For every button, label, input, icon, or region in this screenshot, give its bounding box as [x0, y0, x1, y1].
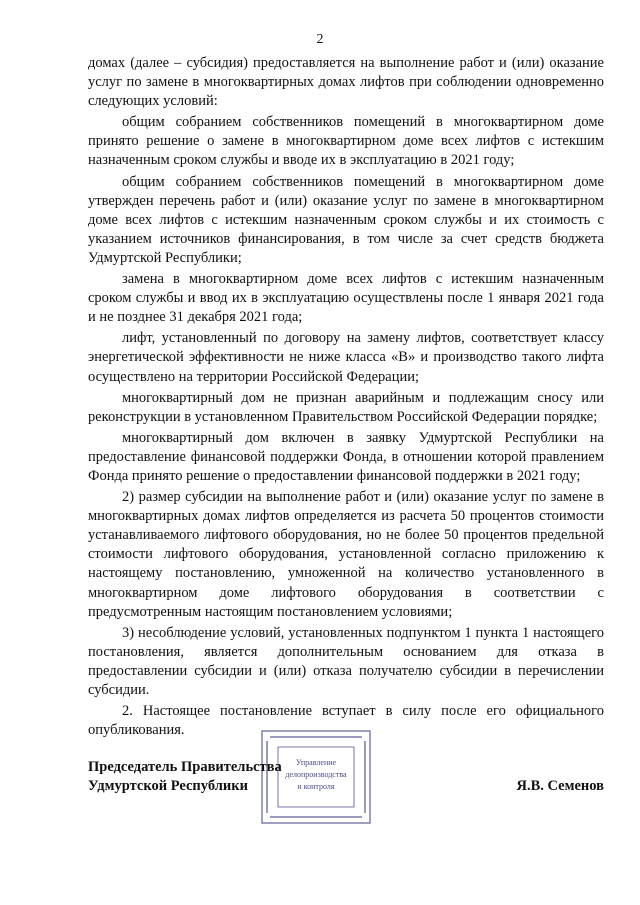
document-body	[88, 54, 604, 740]
paragraph: лифт, установленный по договору на замену лифтов, соответствует классу энергетической эффективности не ниже класса «В» и производство такого лифта осуществлено на территории Российской Федерации;	[88, 330, 604, 385]
paragraph: замена в многоквартирном доме всех лифтов с истекшим назначенным сроком службы и ввод их в эксплуатацию осуществлены после 1 января 2021 года и не позднее 31 декабря 2021 года;	[88, 271, 604, 326]
stamp-line-1: Управление	[295, 758, 337, 767]
paragraph: общим собранием собственников помещений в многоквартирном доме утвержден перечень работ и (или) оказание услуг по замене в многоквартирном доме всех лифтов с истекшим назначенным сроком службы и их стоимость с указанием источников финансирования, в том числе за счет средств бюджета Удмуртской Республики;	[88, 173, 604, 266]
stamp-line-3: и контроля	[297, 782, 335, 791]
paragraph: 2. Настоящее постановление вступает в силу после его официального опубликования.	[88, 703, 604, 739]
stamp-line-2: делопроизводства	[285, 770, 347, 779]
page-number: 2	[316, 32, 324, 47]
paragraph: 2) размер субсидии на выполнение работ и (или) оказание услуг по замене в многоквартирных домах лифтов определяется из расчета 50 процентов стоимости устанавливаемого лифтового оборудования, но не более 50 процентов предельной стоимости лифтового оборудования, установленной согласно приложению к настоящему постановлению, умноженной на количество установленного в многоквартирном доме лифтового оборудования в соответствии с предусмотренным настоящим постановлением условиями;	[88, 489, 604, 620]
paragraph: общим собранием собственников помещений в многоквартирном доме принято решение о замене в многоквартирном доме всех лифтов с истекшим назначенным сроком службы и вводе их в эксплуатацию в 2021 году;	[88, 114, 604, 169]
signatory-title-line-2: Удмуртской Республики	[88, 778, 248, 794]
paragraph: 3) несоблюдение условий, установленных подпунктом 1 пункта 1 настоящего постановления, является дополнительным основанием для отказа в предоставлении субсидии и (или) отказа получателю субсидии в перечислении субсидии.	[88, 624, 604, 698]
signatory-name: Я.В. Семенов	[516, 778, 604, 794]
paragraph: домах (далее – субсидия) предоставляется на выполнение работ и (или) оказание услуг по замене в многоквартирных домах лифтов при соблюдении одновременно следующих условий:	[88, 55, 604, 110]
paragraph: многоквартирный дом включен в заявку Удмуртской Республики на предоставление финансовой поддержки Фонда, в отношении которой правлением Фонда принято решение о предоставлении финансовой поддержки в 2021 году;	[88, 429, 604, 484]
signatory-title-line-1: Председатель Правительства	[88, 759, 282, 775]
paragraph: многоквартирный дом не признан аварийным и подлежащим сносу или реконструкции в установленном Правительством Российской Федерации порядке;	[88, 389, 604, 425]
signatory-title	[88, 758, 282, 796]
